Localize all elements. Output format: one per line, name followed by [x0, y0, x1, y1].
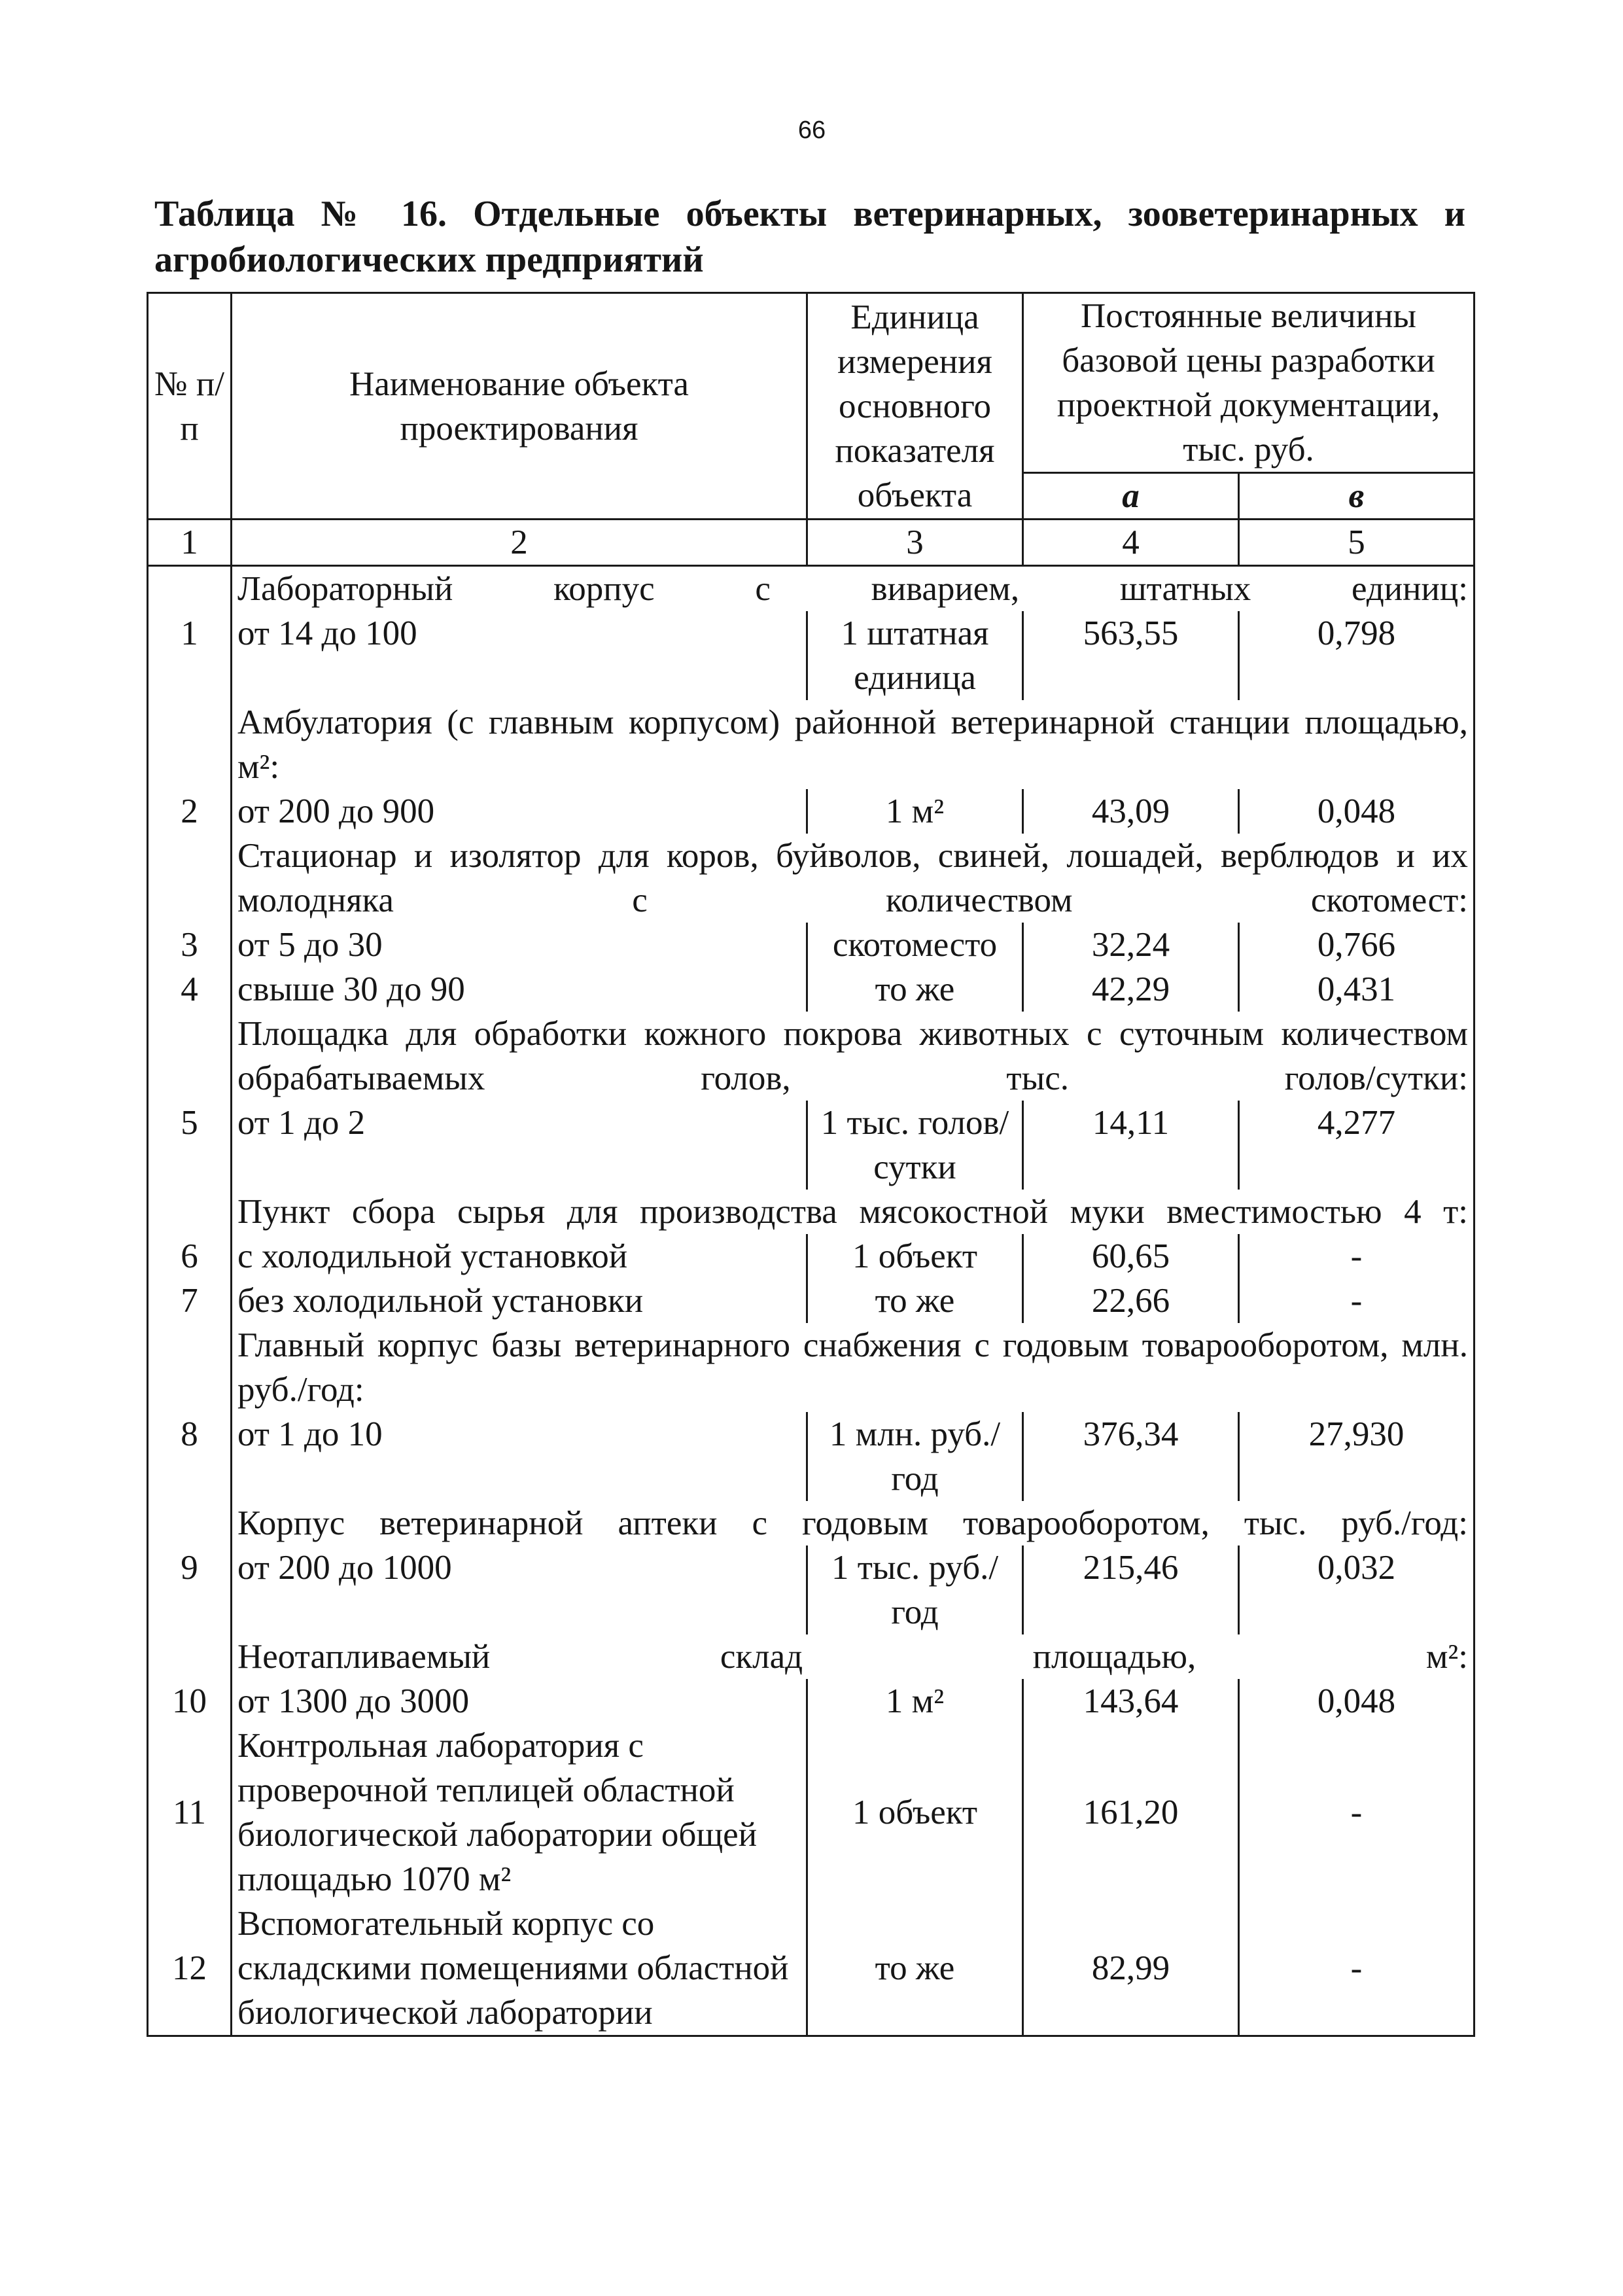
table-row [148, 1234, 1475, 1279]
row-value-a: 43,09 [1023, 789, 1239, 834]
row-unit: 1 тыс. голов/сутки [807, 1101, 1023, 1190]
row-name: от 1 до 2 [232, 1101, 807, 1190]
header-num: 2 [232, 520, 807, 566]
row-value-a: 22,66 [1023, 1279, 1239, 1323]
row-value-a: 143,64 [1023, 1679, 1239, 1723]
group-caption: Амбулатория (с главным корпусом) районной ветеринарной станции площадью, м²: [232, 700, 1475, 789]
row-unit: 1 объект [807, 1234, 1023, 1279]
row-name: Вспомогательный корпус со складскими помещениями областной биологической лаборатории [232, 1901, 807, 2036]
row-name: от 1 до 10 [232, 1412, 807, 1501]
row-unit: 1 объект [807, 1723, 1023, 1901]
header-sub-a: а [1023, 473, 1239, 520]
group-caption-row [148, 1634, 1475, 1679]
row-value-b: 0,032 [1239, 1545, 1475, 1634]
page-number: 66 [797, 116, 826, 144]
row-number: 11 [148, 1723, 232, 1901]
row-unit: то же [807, 1901, 1023, 2036]
row-value-b: 0,431 [1239, 967, 1475, 1012]
table-row [148, 1412, 1475, 1501]
row-value-b: 0,766 [1239, 923, 1475, 967]
table-title-line-2: агробиологических предприятий [154, 239, 704, 280]
header-sub-b: в [1239, 473, 1475, 520]
row-number: 2 [148, 789, 232, 834]
row-value-a: 32,24 [1023, 923, 1239, 967]
header-num: 5 [1239, 520, 1475, 566]
row-unit: 1 м² [807, 789, 1023, 834]
table-row [148, 1279, 1475, 1323]
header-num: 4 [1023, 520, 1239, 566]
header-no: № п/п [148, 293, 232, 520]
table-row [148, 611, 1475, 700]
row-value-a: 60,65 [1023, 1234, 1239, 1279]
row-no-empty [148, 1190, 232, 1234]
table-row [148, 967, 1475, 1012]
header-unit: Единица измерения основного показателя объекта [807, 293, 1023, 520]
row-value-b: 0,798 [1239, 611, 1475, 700]
data-table [147, 292, 1475, 2037]
group-caption: Корпус ветеринарной аптеки с годовым товарооборотом, тыс. руб./год: [232, 1501, 1475, 1545]
row-value-a: 563,55 [1023, 611, 1239, 700]
header-num: 1 [148, 520, 232, 566]
row-no-empty [148, 1323, 232, 1412]
row-no-empty [148, 834, 232, 923]
row-value-a: 215,46 [1023, 1545, 1239, 1634]
group-caption: Лабораторный корпус с виварием, штатных единиц: [232, 566, 1475, 612]
row-no-empty [148, 1634, 232, 1679]
row-value-b: 27,930 [1239, 1412, 1475, 1501]
row-name: с холодильной установкой [232, 1234, 807, 1279]
table-row [148, 789, 1475, 834]
row-value-b: - [1239, 1901, 1475, 2036]
table-title-line-1: Таблица № 16. Отдельные объекты ветеринарных, зооветеринарных и [154, 194, 1465, 234]
group-caption-row [148, 1190, 1475, 1234]
row-unit: 1 м² [807, 1679, 1023, 1723]
row-number: 7 [148, 1279, 232, 1323]
row-number: 3 [148, 923, 232, 967]
row-unit: 1 тыс. руб./год [807, 1545, 1023, 1634]
row-number: 4 [148, 967, 232, 1012]
row-name: от 1300 до 3000 [232, 1679, 807, 1723]
header-name: Наименование объекта проектирования [232, 293, 807, 520]
table-row [148, 1901, 1475, 2036]
group-caption-row [148, 834, 1475, 923]
row-value-a: 161,20 [1023, 1723, 1239, 1901]
header-num: 3 [807, 520, 1023, 566]
row-no-empty [148, 1501, 232, 1545]
group-caption: Стационар и изолятор для коров, буйволов, свиней, лошадей, верблюдов и их молодняка с количеством скотомест: [232, 834, 1475, 923]
table-row [148, 1723, 1475, 1901]
row-value-a: 376,34 [1023, 1412, 1239, 1501]
row-number: 1 [148, 611, 232, 700]
group-caption-row [148, 700, 1475, 789]
row-value-b: - [1239, 1279, 1475, 1323]
row-unit: скотоместо [807, 923, 1023, 967]
row-value-a: 82,99 [1023, 1901, 1239, 2036]
row-number: 9 [148, 1545, 232, 1634]
group-caption-row [148, 566, 1475, 612]
row-value-b: - [1239, 1234, 1475, 1279]
row-number: 12 [148, 1901, 232, 2036]
group-caption: Пункт сбора сырья для производства мясокостной муки вместимостью 4 т: [232, 1190, 1475, 1234]
table-row [148, 1101, 1475, 1190]
row-no-empty [148, 700, 232, 789]
row-name: от 200 до 900 [232, 789, 807, 834]
header-values: Постоянные величины базовой цены разработки проектной документации, тыс. руб. [1023, 293, 1475, 473]
row-number: 8 [148, 1412, 232, 1501]
group-caption-row [148, 1501, 1475, 1545]
group-caption-row [148, 1323, 1475, 1412]
row-name: от 200 до 1000 [232, 1545, 807, 1634]
row-value-b: 0,048 [1239, 789, 1475, 834]
row-unit: то же [807, 1279, 1023, 1323]
row-number: 5 [148, 1101, 232, 1190]
row-name: от 14 до 100 [232, 611, 807, 700]
row-name: свыше 30 до 90 [232, 967, 807, 1012]
group-caption: Неотапливаемый склад площадью, м²: [232, 1634, 1475, 1679]
row-unit: то же [807, 967, 1023, 1012]
row-name: от 5 до 30 [232, 923, 807, 967]
row-value-b: 4,277 [1239, 1101, 1475, 1190]
row-number: 6 [148, 1234, 232, 1279]
table-body [148, 566, 1475, 2036]
row-unit: 1 штатная единица [807, 611, 1023, 700]
row-name: без холодильной установки [232, 1279, 807, 1323]
row-value-b: 0,048 [1239, 1679, 1475, 1723]
row-name: Контрольная лаборатория с проверочной теплицей областной биологической лаборатории общей площадью 1070 м² [232, 1723, 807, 1901]
row-value-b: - [1239, 1723, 1475, 1901]
group-caption-row [148, 1012, 1475, 1101]
table-row [148, 1545, 1475, 1634]
table-title [154, 191, 1465, 283]
row-value-a: 14,11 [1023, 1101, 1239, 1190]
row-number: 10 [148, 1679, 232, 1723]
row-value-a: 42,29 [1023, 967, 1239, 1012]
row-no-empty [148, 1012, 232, 1101]
group-caption: Главный корпус базы ветеринарного снабжения с годовым товарооборотом, млн. руб./год: [232, 1323, 1475, 1412]
table-row [148, 1679, 1475, 1723]
group-caption: Площадка для обработки кожного покрова животных с суточным количеством обрабатываемых голов, тыс. голов/сутки: [232, 1012, 1475, 1101]
row-no-empty [148, 566, 232, 612]
row-unit: 1 млн. руб./год [807, 1412, 1023, 1501]
table-row [148, 923, 1475, 967]
